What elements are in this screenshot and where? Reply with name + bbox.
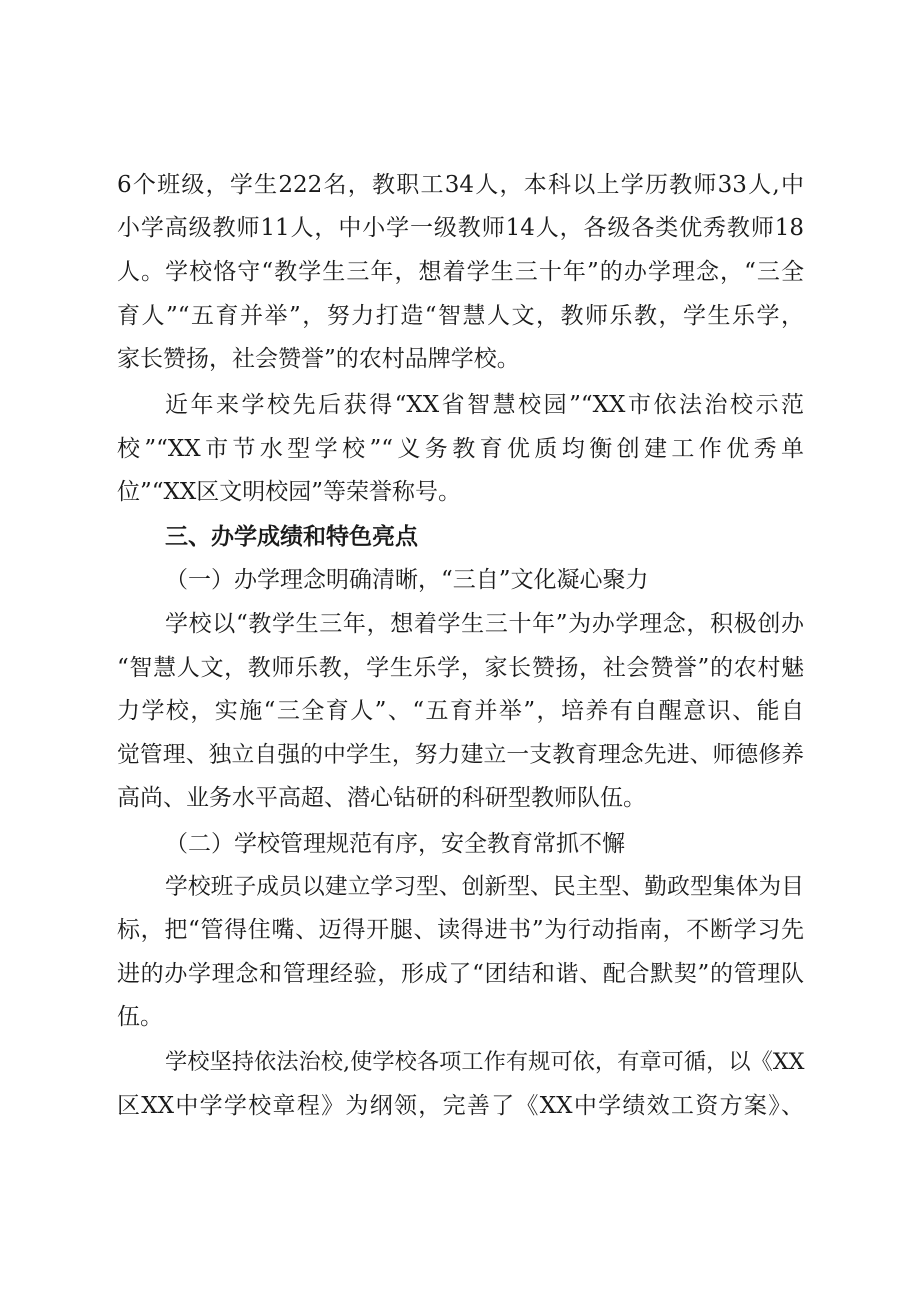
paragraph-line: 标，把“管得住嘴、迈得开腿、读得进书”为行动指南，不断学习先: [117, 917, 804, 943]
paragraph-line: 伍。: [117, 1004, 163, 1030]
paragraph-line: 位”“XX区文明校园”等荣誉称号。: [117, 479, 462, 505]
paragraph-line: 人。学校恪守“教学生三年，想着学生三十年”的办学理念，“三全: [117, 259, 804, 285]
paragraph-line: 小学高级教师11人，中小学一级教师14人，各级各类优秀教师18: [117, 215, 804, 241]
paragraph-line: 6个班级，学生222名，教职工34人，本科以上学历教师33人,中: [117, 172, 804, 198]
paragraph-line: 校”“XX市节水型学校”“义务教育优质均衡创建工作优秀单: [117, 436, 804, 462]
subheading: （二）学校管理规范有序，安全教育常抓不懈: [165, 831, 625, 857]
paragraph-line: 家长赞扬，社会赞誉”的农村品牌学校。: [117, 346, 520, 372]
paragraph-line: 力学校，实施“三全育人”、“五育并举”，培养有自醒意识、能自: [117, 698, 804, 724]
paragraph-line: 育人”“五育并举”，努力打造“智慧人文，教师乐教，学生乐学，: [117, 303, 804, 329]
paragraph-line: 学校以“教学生三年，想着学生三十年”为办学理念，积极创办: [165, 611, 804, 637]
section-heading: 三、办学成绩和特色亮点: [165, 524, 418, 550]
paragraph-line: 高尚、业务水平高超、潜心钻研的科研型教师队伍。: [117, 785, 646, 811]
paragraph-line: 进的办学理念和管理经验，形成了“团结和谐、配合默契”的管理队: [117, 961, 804, 987]
paragraph-line: 近年来学校先后获得“XX省智慧校园”“XX市依法治校示范: [165, 392, 804, 418]
subheading: （一）办学理念明确清晰，“三自”文化凝心聚力: [165, 567, 649, 593]
paragraph-line: 区XX中学学校章程》为纲领，完善了《XX中学绩效工资方案》、: [117, 1093, 804, 1119]
paragraph-line: 学校坚持依法治校,使学校各项工作有规可依，有章可循，以《XX: [165, 1049, 805, 1075]
paragraph-line: 觉管理、独立自强的中学生，努力建立一支教育理念先进、师德修养: [117, 742, 804, 768]
paragraph-line: “智慧人文，教师乐教，学生乐学，家长赞扬，社会赞誉”的农村魅: [117, 655, 804, 681]
paragraph-line: 学校班子成员以建立学习型、创新型、民主型、勤政型集体为目: [165, 874, 804, 900]
